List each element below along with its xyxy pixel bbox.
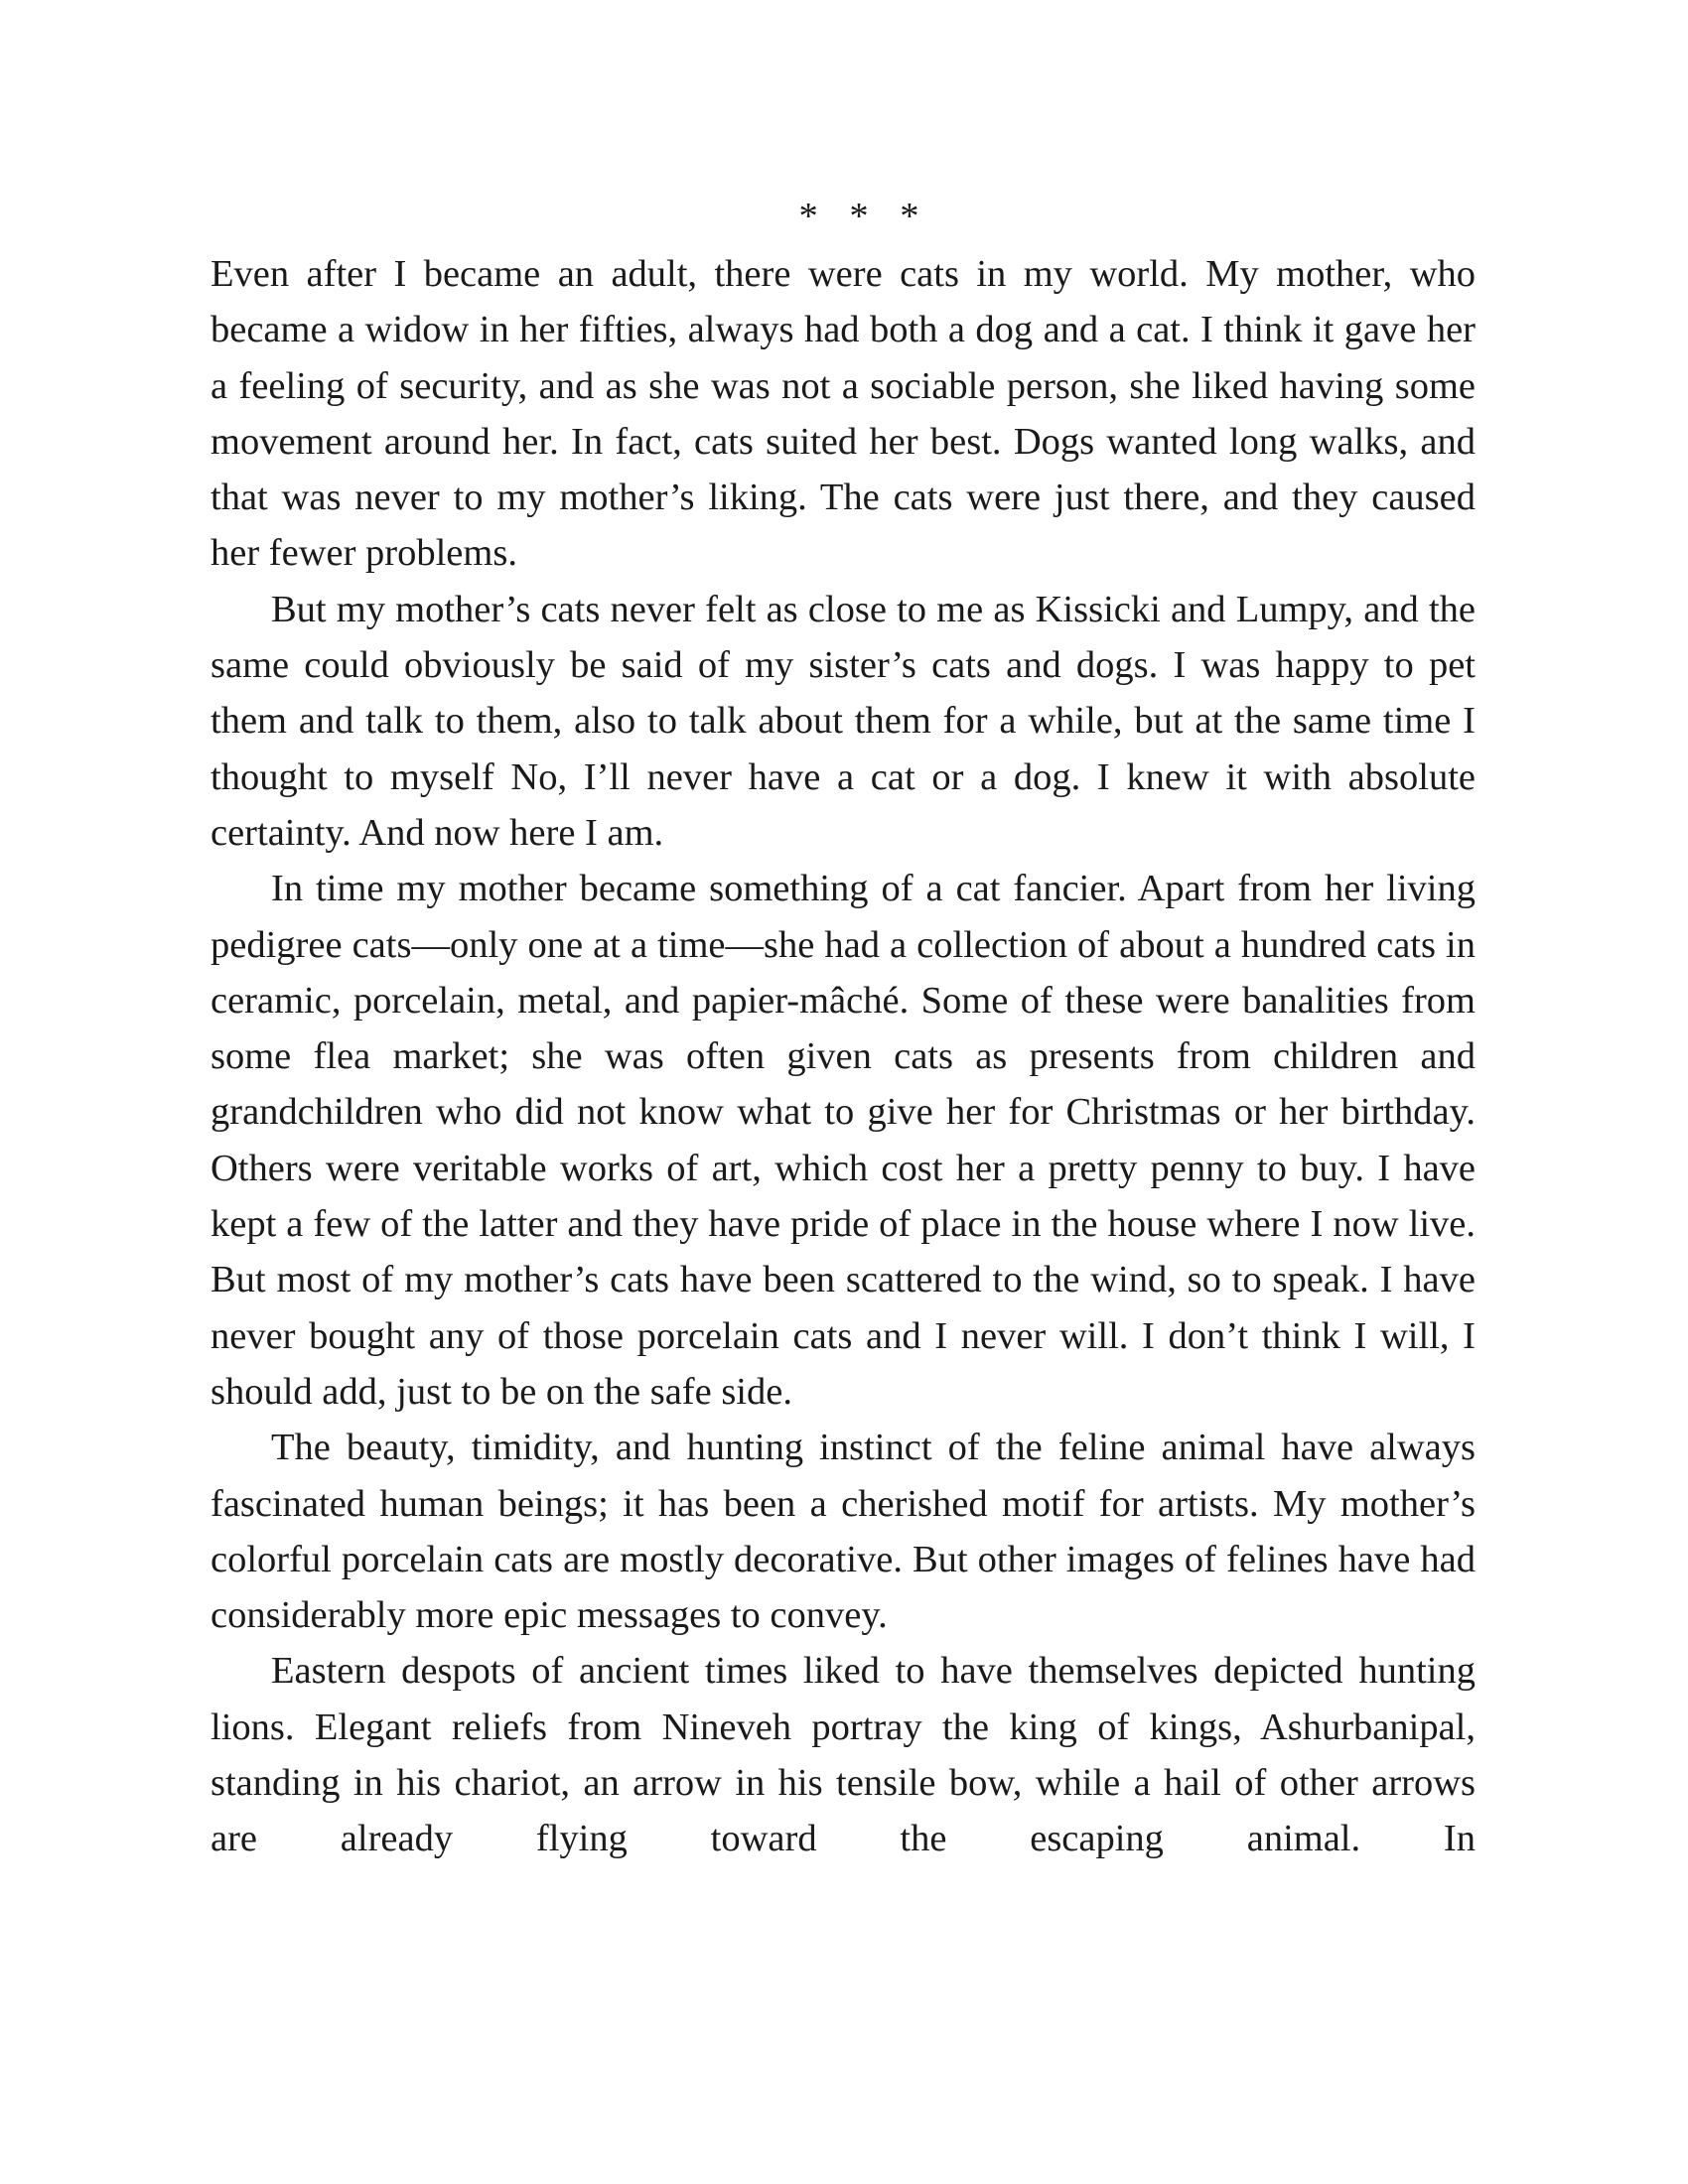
paragraph-2: But my mother’s cats never felt as close to me as Kissicki and Lumpy, and the same could obviously be said of my sister’s cats and dogs. I was happy to pet them and talk to them, also to talk about them for a while, but at the same time I thought to myself No, I’ll never have a cat or a dog. I knew it with absolute certainty. And now here I am. [211,588,1476,854]
paragraph-3: In time my mother became something of a cat fancier. Apart from her living pedigree cats—only one at a time—she had a collection of about a hundred cats in ceramic, porcelain, metal, and papier-mâché. Some of these were banalities from some flea market; she was often given cats as presents from children and grandchildren who did not know what to give her for Christmas or her birthday. Others were veritable works of art, which cost her a pretty penny to buy. I have kept a few of the latter and they have pride of place in the house where I now live. But most of my mother’s cats have been scattered to the wind, so to speak. I have never bought any of those porcelain cats and I never will. I don’t think I will, I should add, just to be on the safe side. [211,868,1476,1413]
paragraph-5: Eastern despots of ancient times liked to have themselves depicted hunting lions. Elegant reliefs from Nineveh portray the king of kings, Ashurbanipal, standing in his chariot, an arrow in his tensile bow, while a hail of other arrows are already flying toward the escaping animal. In [211,1650,1476,1860]
document-page [211,189,1476,1867]
section-separator: * * * [798,196,919,237]
paragraph-4: The beauty, timidity, and hunting instinct of the feline animal have always fascinated human beings; it has been a cherished motif for artists. My mother’s colorful porcelain cats are mostly decorative. But other images of felines have had considerably more epic messages to convey. [211,1427,1476,1637]
paragraph-1: Even after I became an adult, there were cats in my world. My mother, who became a widow in her fifties, always had both a dog and a cat. I think it gave her a feeling of security, and as she was not a sociable person, she liked having some movement around her. In fact, cats suited her best. Dogs wanted long walks, and that was never to my mother’s liking. The cats were just there, and they caused her fewer problems. [211,253,1476,575]
